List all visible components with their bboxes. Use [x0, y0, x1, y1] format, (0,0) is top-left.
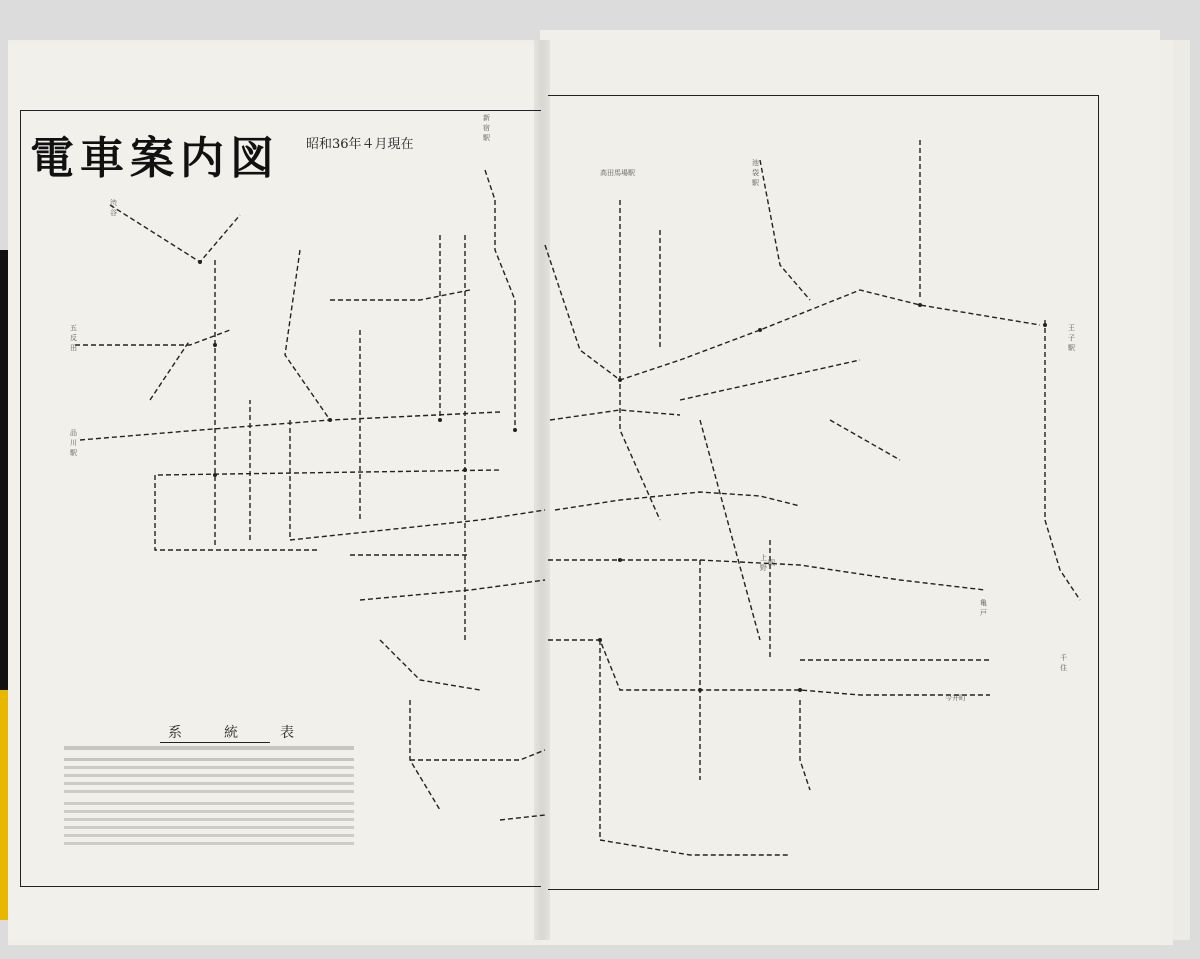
svg-text:川: 川 — [70, 439, 77, 447]
route-line — [545, 245, 1040, 380]
svg-text:駅: 駅 — [483, 134, 490, 142]
route-line — [155, 475, 320, 550]
map-date: 昭和36年４月現在 — [306, 137, 414, 152]
svg-text:宿: 宿 — [483, 124, 490, 132]
route-table-cells — [64, 746, 354, 845]
svg-text:亀: 亀 — [980, 599, 987, 607]
svg-text:上: 上 — [760, 554, 767, 562]
route-line — [620, 200, 660, 520]
svg-text:田: 田 — [70, 344, 77, 352]
svg-text:反: 反 — [70, 334, 77, 342]
route-line — [548, 640, 990, 695]
route-line — [285, 250, 330, 420]
svg-text:駅: 駅 — [1068, 344, 1075, 352]
route-table-underline — [160, 742, 270, 743]
svg-text:駅: 駅 — [768, 559, 775, 567]
route-line — [158, 470, 500, 475]
route-line — [680, 360, 860, 400]
svg-text:高田馬場駅: 高田馬場駅 — [600, 169, 635, 177]
route-line — [830, 420, 900, 460]
svg-text:品: 品 — [70, 429, 77, 437]
route-line — [360, 580, 545, 600]
svg-text:袋: 袋 — [752, 169, 759, 177]
route-line — [1045, 320, 1080, 600]
route-line — [550, 410, 680, 420]
station-labels — [69, 113, 1075, 702]
route-line — [330, 290, 470, 300]
route-table — [64, 746, 364, 856]
svg-text:今井町: 今井町 — [945, 694, 966, 702]
stop-dots — [198, 260, 1047, 692]
svg-text:五: 五 — [70, 324, 77, 332]
route-line — [800, 700, 810, 790]
route-line — [410, 700, 440, 810]
svg-text:野: 野 — [760, 564, 767, 572]
route-line — [380, 640, 480, 690]
svg-text:千: 千 — [1060, 654, 1067, 662]
svg-text:王: 王 — [1068, 324, 1075, 332]
route-table-title: 系 統 表 — [168, 725, 308, 741]
route-line — [760, 160, 810, 300]
route-line — [110, 205, 240, 262]
svg-text:谷: 谷 — [110, 209, 117, 217]
route-line — [80, 412, 500, 440]
route-line — [290, 510, 545, 540]
route-line — [600, 640, 790, 855]
route-line — [555, 492, 800, 510]
route-line — [485, 170, 495, 200]
svg-text:駅: 駅 — [752, 179, 759, 187]
svg-text:渋: 渋 — [110, 199, 117, 207]
svg-text:池: 池 — [752, 159, 759, 167]
route-line — [75, 330, 230, 345]
svg-text:新: 新 — [483, 114, 490, 122]
svg-text:駅: 駅 — [70, 449, 77, 457]
route-line — [495, 200, 515, 430]
route-line — [500, 815, 545, 820]
route-line — [410, 750, 545, 760]
svg-text:子: 子 — [1068, 334, 1075, 342]
svg-text:戸: 戸 — [980, 609, 987, 617]
route-line — [700, 420, 760, 640]
svg-text:住: 住 — [1060, 664, 1067, 672]
route-line — [150, 340, 190, 400]
map-title: 電車案内図 — [30, 133, 280, 184]
